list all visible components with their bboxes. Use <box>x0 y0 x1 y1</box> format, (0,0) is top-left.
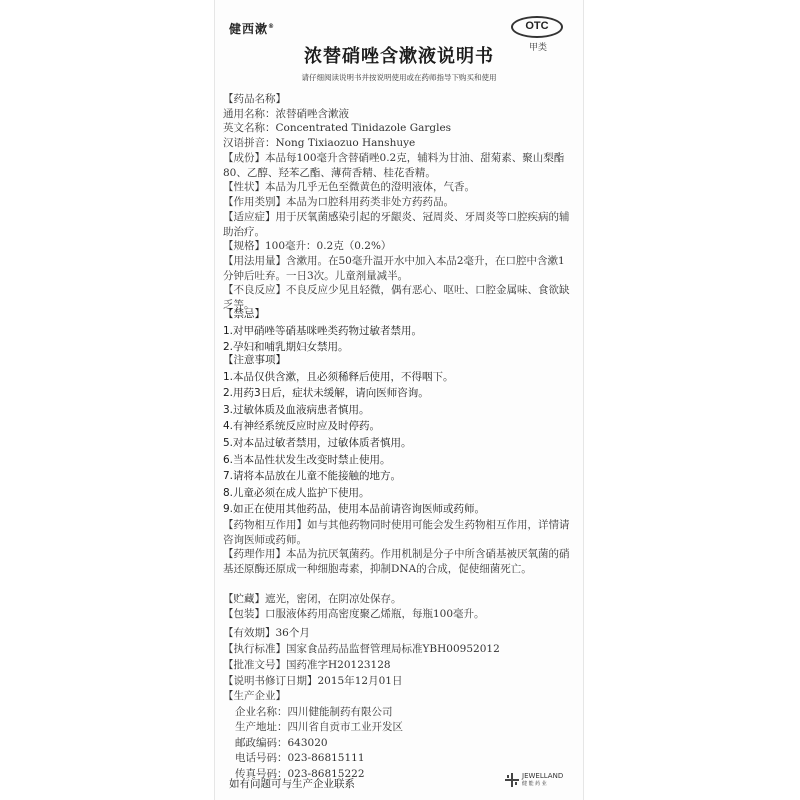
precaution-item: 6.当本品性状发生改变时禁止使用。 <box>223 453 391 466</box>
interactions-header: 【药物相互作用】 <box>223 519 307 531</box>
ingredients-header: 【成份】 <box>223 152 265 164</box>
package-header: 【包装】 <box>223 608 265 620</box>
section-indications <box>223 210 575 239</box>
section-appearance <box>223 180 575 195</box>
section-registration <box>223 625 575 689</box>
category-text: 本品为口腔科用药类非处方药药品。 <box>286 196 454 208</box>
english-name: 英文名称：Concentrated Tinidazole Gargles <box>223 122 452 135</box>
manufacturer-fax: 传真号码：023-86815222 <box>235 767 365 780</box>
interactions-text: 如与其他药物同时使用可能会发生药物相互作用，详情请咨询医师或药师。 <box>223 519 570 546</box>
leaflet-sheet <box>215 0 583 800</box>
section-category <box>223 195 575 210</box>
brand-name: 健西漱® <box>229 22 276 36</box>
precaution-item: 3.过敏体质及血液病患者慎用。 <box>223 403 370 416</box>
indications-header: 【适应症】 <box>223 211 276 223</box>
logo-subtext: 健 能 药 业 <box>522 781 547 787</box>
jewelland-logo-icon <box>505 773 519 787</box>
indications-text: 用于厌氧菌感染引起的牙龈炎、冠周炎、牙周炎等口腔疾病的辅助治疗。 <box>223 211 570 238</box>
manufacturer-header: 【生产企业】 <box>223 690 286 702</box>
otc-class-label: 甲类 <box>528 43 547 53</box>
section-storage <box>223 592 575 607</box>
validity-text: 36个月 <box>275 627 310 639</box>
spec-text: 100毫升：0.2克（0.2%） <box>265 240 392 252</box>
contraindications-header: 【禁忌】 <box>223 308 265 320</box>
precaution-item: 4.有神经系统反应时应及时停药。 <box>223 420 381 433</box>
section-usage <box>223 254 575 283</box>
page-subtitle: 请仔细阅读说明书并按说明使用或在药师指导下购买和使用 <box>301 73 497 82</box>
manufacturer-phone: 电话号码：023-86815111 <box>235 752 365 764</box>
standard-header: 【执行标准】 <box>223 643 286 655</box>
appearance-header: 【性状】 <box>223 181 265 193</box>
manufacturer-postcode: 邮政编码：643020 <box>235 736 328 749</box>
storage-header: 【贮藏】 <box>223 593 265 605</box>
spec-header: 【规格】 <box>223 240 265 252</box>
drug-name-header: 【药品名称】 <box>223 93 286 105</box>
otc-badge: OTC <box>511 16 563 38</box>
storage-text: 遮光，密闭，在阴凉处保存。 <box>265 593 402 605</box>
logo-name: JEWELLAND <box>522 772 564 780</box>
section-pharmacology <box>223 547 575 576</box>
approval-header: 【批准文号】 <box>223 659 286 671</box>
adverse-text: 不良反应少见且轻微，偶有恶心、呕吐、口腔金属味、食欲缺乏等。 <box>223 284 570 311</box>
manufacturer-name: 企业名称：四川健能制药有限公司 <box>235 705 393 718</box>
section-ingredients <box>223 151 575 180</box>
page-title: 浓替硝唑含漱液说明书 <box>304 46 494 67</box>
footer-contact-note: 如有问题可与生产企业联系 <box>229 778 355 790</box>
standard-text: 国家食品药品监督管理局标准YBH00952012 <box>286 643 500 655</box>
company-logo <box>505 772 563 788</box>
category-header: 【作用类别】 <box>223 196 286 208</box>
section-drug-name <box>223 92 575 150</box>
approval-text: 国药准字H20123128 <box>286 659 391 671</box>
section-precautions <box>223 352 575 518</box>
validity-header: 【有效期】 <box>223 627 276 639</box>
section-manufacturer <box>223 689 575 782</box>
precaution-item: 5.对本品过敏者禁用，过敏体质者慎用。 <box>223 436 412 449</box>
pharmacology-header: 【药理作用】 <box>223 548 286 560</box>
pharmacology-text: 本品为抗厌氧菌药。作用机制是分子中所含硝基被厌氧菌的硝基还原酶还原成一种细胞毒素，抑制DNA的合成，促使细菌死亡。 <box>223 548 570 575</box>
section-interactions <box>223 518 575 547</box>
usage-text: 含漱用。在50毫升温开水中加入本品2毫升，在口腔中含漱1分钟后吐弃。一日3次。儿童剂量减半。 <box>223 255 565 282</box>
generic-name: 通用名称：浓替硝唑含漱液 <box>223 107 349 120</box>
contraindication-item: 2.孕妇和哺乳期妇女禁用。 <box>223 341 349 353</box>
section-spec <box>223 239 575 254</box>
revision-text: 2015年12月01日 <box>317 675 403 687</box>
section-package <box>223 607 575 622</box>
section-contraindications <box>223 306 575 356</box>
package-text: 口服液体药用高密度聚乙烯瓶，每瓶100毫升。 <box>265 608 485 620</box>
precaution-item: 2.用药3日后，症状未缓解，请向医师咨询。 <box>223 387 429 400</box>
contraindication-item: 1.对甲硝唑等硝基咪唑类药物过敏者禁用。 <box>223 324 423 337</box>
precaution-item: 9.如正在使用其他药品，使用本品前请咨询医师或药师。 <box>223 503 486 516</box>
precautions-header: 【注意事项】 <box>223 354 286 366</box>
usage-header: 【用法用量】 <box>223 255 286 267</box>
precaution-item: 1.本品仅供含漱，且必须稀释后使用，不得咽下。 <box>223 370 454 383</box>
precaution-item: 8.儿童必须在成人监护下使用。 <box>223 486 370 499</box>
adverse-header: 【不良反应】 <box>223 284 286 296</box>
precaution-item: 7.请将本品放在儿童不能接触的地方。 <box>223 470 402 483</box>
manufacturer-address: 生产地址：四川省自贡市工业开发区 <box>235 721 403 733</box>
ingredients-text: 本品每100毫升含替硝唑0.2克，辅料为甘油、甜菊素、聚山梨酯80、乙醇、羟苯乙酯、薄荷香精、桂花香精。 <box>223 152 565 179</box>
revision-header: 【说明书修订日期】 <box>223 675 318 687</box>
appearance-text: 本品为几乎无色至微黄色的澄明液体，气香。 <box>265 181 475 193</box>
pinyin-name: 汉语拼音：Nong Tixiaozuo Hanshuye <box>223 136 416 149</box>
